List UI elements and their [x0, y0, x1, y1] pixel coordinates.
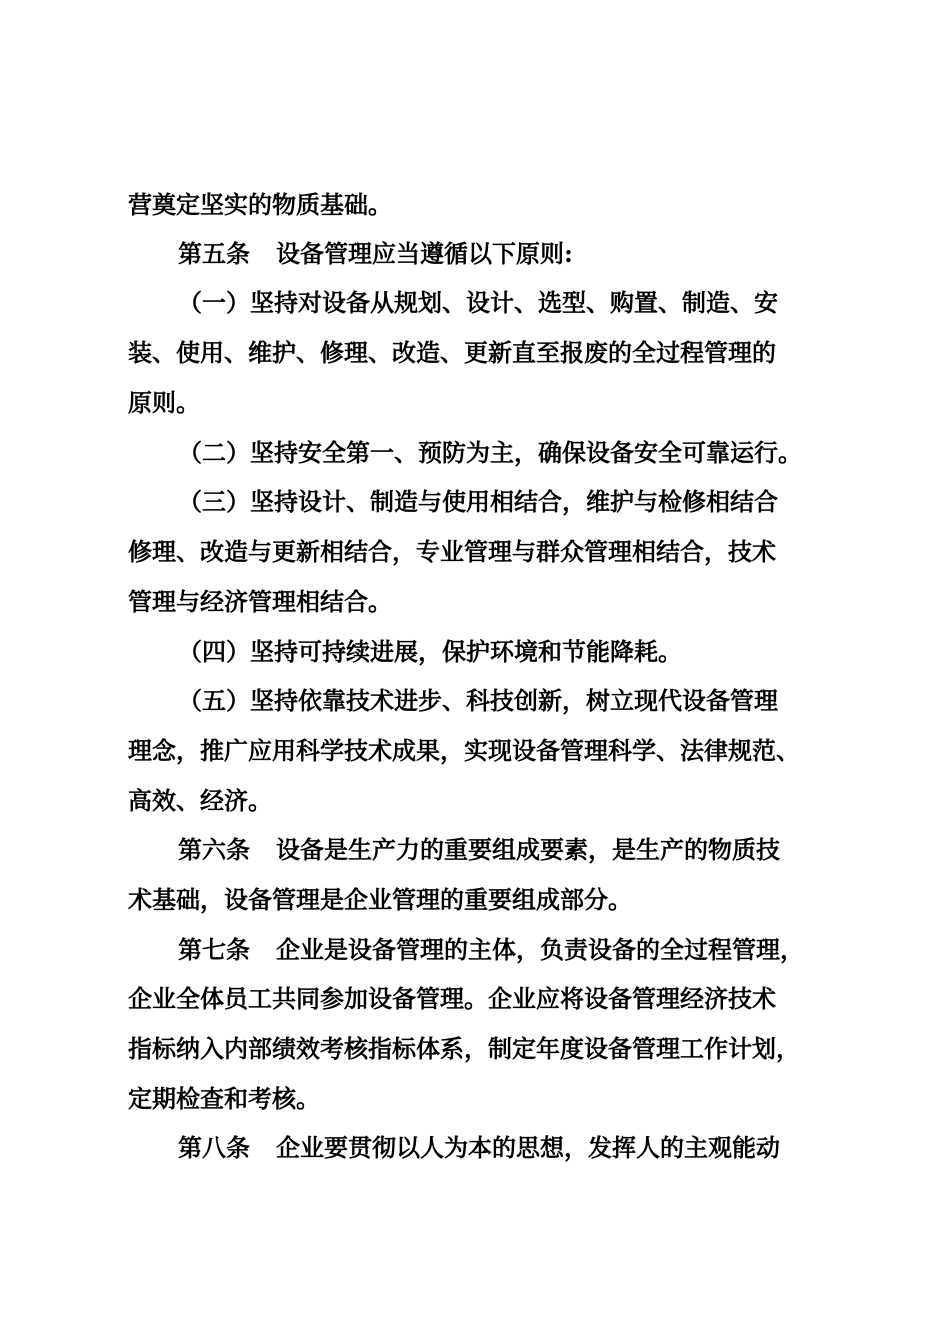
- article-number: 第五条: [178, 240, 250, 268]
- text-line: 理念，推广应用科学技术成果，实现设备管理科学、法律规范、: [128, 736, 800, 765]
- text-line: 装、使用、维护、修理、改造、更新直至报废的全过程管理的: [128, 338, 776, 367]
- text-line: 定期检查和考核。: [128, 1084, 320, 1113]
- text-line: （四）坚持可持续进展，保护环境和节能降耗。: [178, 637, 682, 666]
- text-line: （一）坚持对设备从规划、设计、选型、购置、制造、安: [178, 288, 778, 317]
- article-5-line: [178, 236, 573, 272]
- article-text: 企业要贯彻以人为本的思想，发挥人的主观能动: [276, 1133, 780, 1162]
- text-line: （三）坚持设计、制造与使用相结合，维护与检修相结合: [178, 487, 778, 516]
- text-line: 指标纳入内部绩效考核指标体系，制定年度设备管理工作计划，: [128, 1034, 800, 1063]
- article-6-line: [178, 832, 780, 868]
- text-line: 修理、改造与更新相结合，专业管理与群众管理相结合，技术: [128, 537, 776, 566]
- text-line: 企业全体员工共同参加设备管理。企业应将设备管理经济技术: [128, 984, 776, 1013]
- article-number: 第六条: [178, 836, 250, 864]
- article-text: 企业是设备管理的主体，负责设备的全过程管理，: [276, 935, 804, 964]
- text-line: （五）坚持依靠技术进步、科技创新，树立现代设备管理: [178, 686, 778, 715]
- article-number: 第八条: [178, 1134, 250, 1162]
- text-line: 原则。: [128, 388, 200, 417]
- article-text: 设备管理应当遵循以下原则:: [276, 239, 573, 268]
- article-8-line: [178, 1130, 780, 1166]
- text-line: 管理与经济管理相结合。: [128, 587, 392, 616]
- article-7-line: [178, 932, 804, 968]
- article-number: 第七条: [178, 936, 250, 964]
- text-line: （二）坚持安全第一、预防为主，确保设备安全可靠运行。: [178, 438, 802, 467]
- text-line: 营奠定坚实的物质基础。: [128, 190, 392, 219]
- text-line: 术基础，设备管理是企业管理的重要组成部分。: [128, 885, 632, 914]
- article-text: 设备是生产力的重要组成要素，是生产的物质技: [276, 835, 780, 864]
- text-line: 高效、经济。: [128, 786, 272, 815]
